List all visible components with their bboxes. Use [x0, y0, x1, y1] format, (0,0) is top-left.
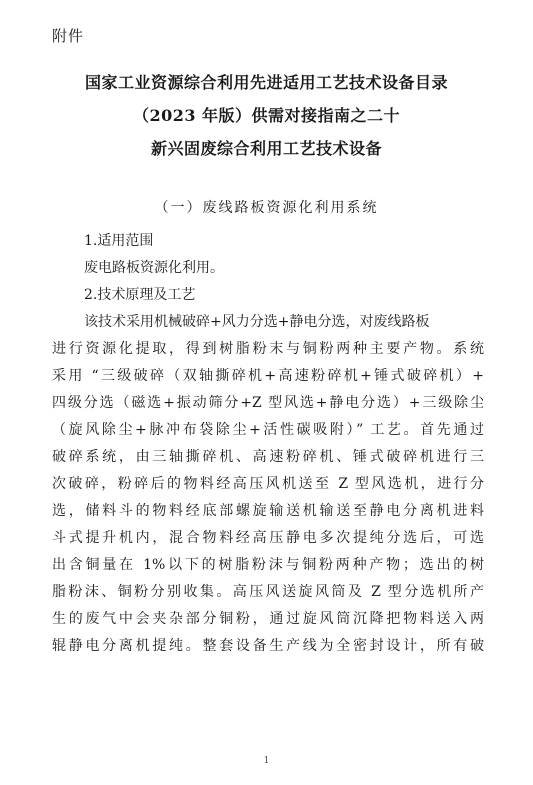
- paragraph-line: （旋风除尘+脉冲布袋除尘+活性碳吸附）” 工艺。首先通过: [52, 422, 484, 438]
- paragraph-line: 生的废气中会夹杂部分铜粉，通过旋风筒沉降把物料送入两: [52, 611, 484, 627]
- title-line-1: 国家工业资源综合利用先进适用工艺技术设备目录: [84, 73, 448, 92]
- document-title: [0, 66, 533, 165]
- paragraph-line: 脂粉沫、铜粉分别收集。高压风送旋风筒及 Z 型分选机所产: [52, 584, 484, 600]
- body-text: [52, 228, 484, 660]
- paragraph-line: 该技术采用机械破碎+风力分选+静电分选，对废线路板: [84, 314, 430, 330]
- title-line-2: （2023 年版）供需对接指南之二十: [132, 106, 401, 125]
- paragraph-line: 斗式提升机内，混合物料经高压静电多次提纯分选后，可选: [52, 530, 484, 546]
- paragraph-line: 出含铜量在 1%以下的树脂粉沫与铜粉两种产物；选出的树: [52, 557, 484, 573]
- subheading-scope: 1.适用范围: [84, 233, 154, 249]
- page-number: 1: [263, 756, 270, 766]
- paragraph-line: 采用 “三级破碎（双轴撕碎机+高速粉碎机+锤式破碎机）+: [52, 368, 484, 384]
- annex-label: 附件: [52, 27, 85, 45]
- paragraph-line: 选，储料斗的物料经底部螺旋输送机输送至静电分离机进料: [52, 503, 484, 519]
- paragraph-line: 四级分选（磁选+振动筛分+Z 型风选+静电分选）+三级除尘: [52, 395, 484, 411]
- section-heading: （一）废线路板资源化利用系统: [154, 200, 379, 216]
- subheading-principle: 2.技术原理及工艺: [84, 287, 196, 303]
- paragraph-line: 次破碎，粉碎后的物料经高压风机送至 Z 型风选机，进行分: [52, 476, 484, 492]
- title-line-3: 新兴固废综合利用工艺技术设备: [150, 139, 382, 158]
- paragraph-line: 进行资源化提取，得到树脂粉末与铜粉两种主要产物。系统: [52, 341, 484, 357]
- paragraph-line: 废电路板资源化利用。: [84, 260, 224, 276]
- paragraph-line: 破碎系统，由三轴撕碎机、高速粉碎机、锤式破碎机进行三: [52, 449, 484, 465]
- paragraph-line: 辊静电分离机提纯。整套设备生产线为全密封设计，所有破: [52, 638, 484, 654]
